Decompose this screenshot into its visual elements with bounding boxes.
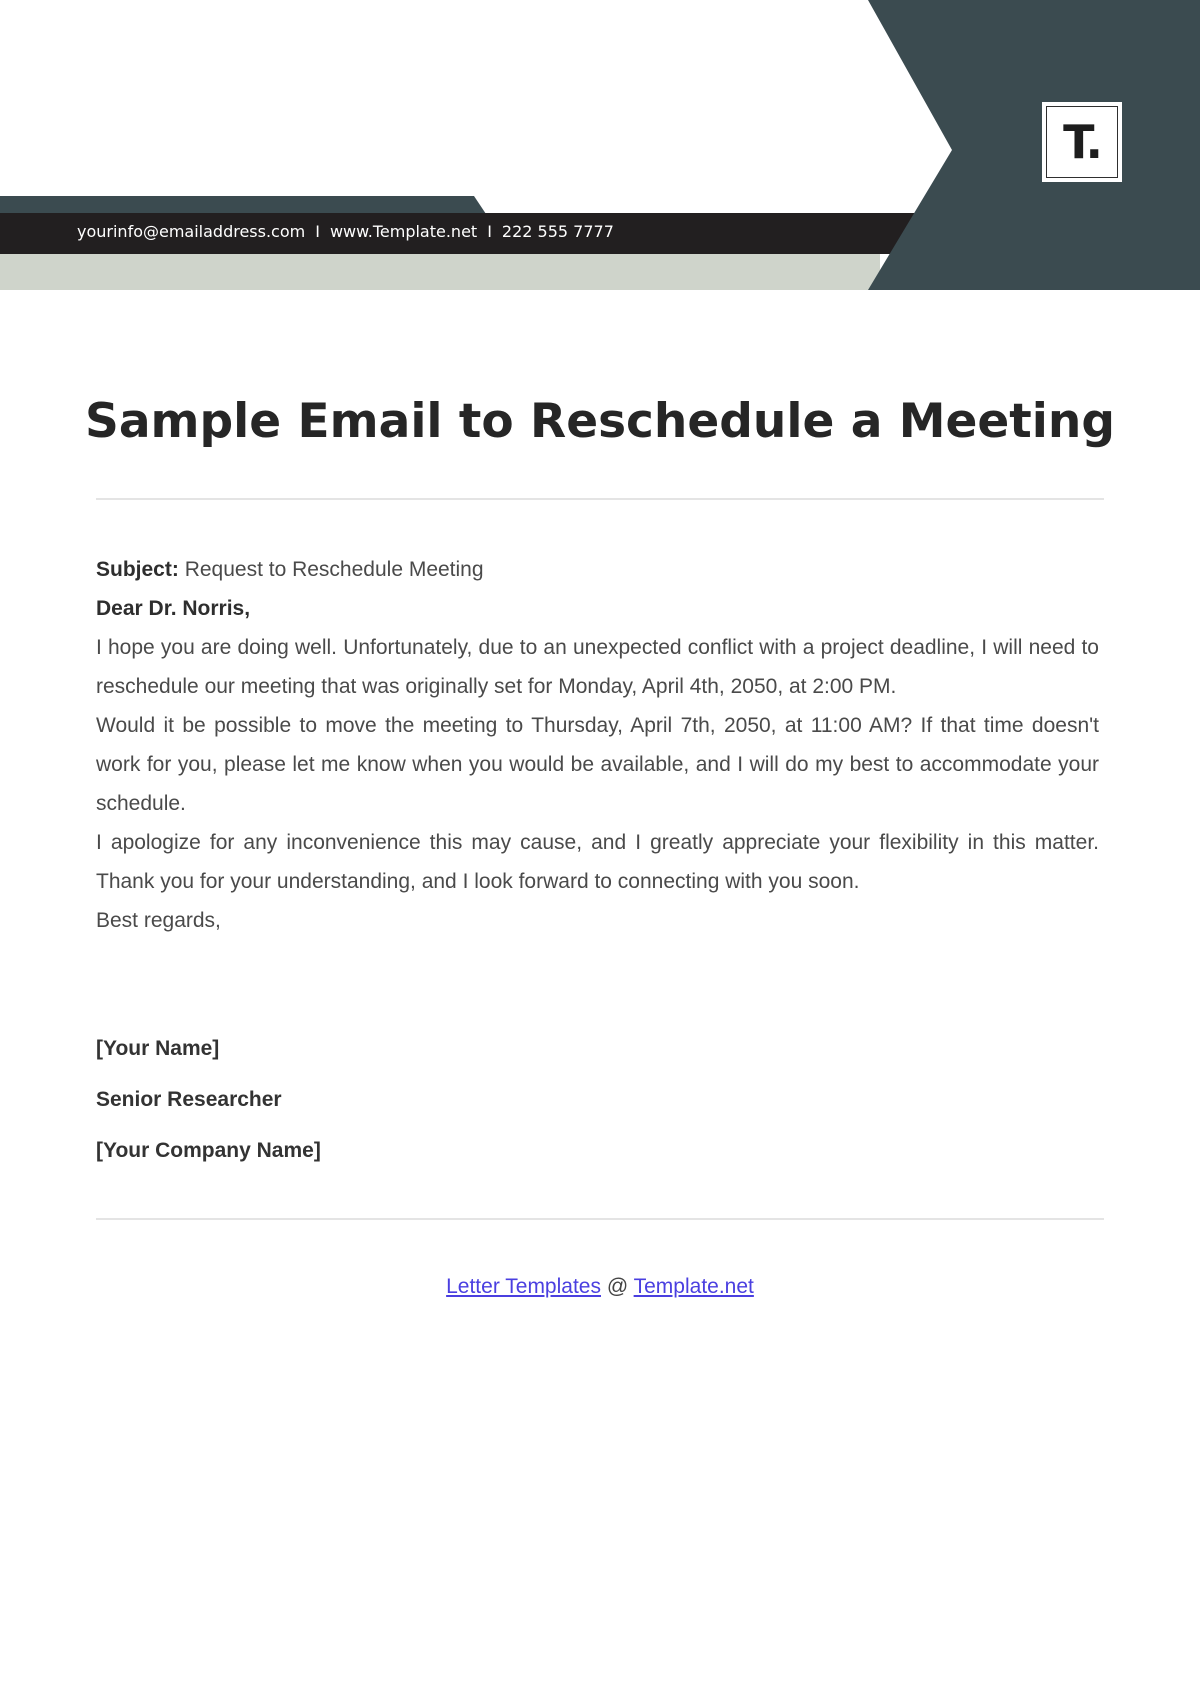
letter-templates-link[interactable]: Letter Templates <box>446 1275 601 1298</box>
body-paragraph-3: I apologize for any inconvenience this may cause, and I greatly appreciate your flexibility in this matter. Thank you for your understanding, and I look forward to connecting with you soon. <box>96 831 1099 893</box>
page-title: Sample Email to Reschedule a Meeting <box>84 394 1115 449</box>
contact-separator: I <box>315 222 320 241</box>
slate-top-strip <box>0 196 486 214</box>
contact-website[interactable]: www.Template.net <box>329 222 478 241</box>
body-paragraph-2: Would it be possible to move the meeting to Thursday, April 7th, 2050, at 11:00 AM? If that time doesn't work for you, please let me know when you would be available, and I will do my best to accommodate your schedule. <box>96 714 1099 815</box>
subject-text: Request to Reschedule Meeting <box>184 558 484 581</box>
email-body <box>96 550 1099 940</box>
contact-email[interactable]: yourinfo@emailaddress.com <box>77 222 306 241</box>
header-graphic <box>0 0 1200 300</box>
brand-logo <box>1042 102 1122 182</box>
footer-at: @ <box>606 1275 629 1298</box>
template-net-link[interactable]: Template.net <box>633 1275 754 1298</box>
signature-block <box>96 1034 321 1187</box>
subject-line <box>96 550 1099 589</box>
divider-top <box>96 498 1104 500</box>
divider-bottom <box>96 1218 1104 1220</box>
signature-position: Senior Researcher <box>96 1088 282 1111</box>
body-paragraph-1: I hope you are doing well. Unfortunately, due to an unexpected conflict with a project deadline, I will need to reschedule our meeting that was originally set for Monday, April 4th, 2050, at 2:00 PM. <box>96 636 1099 698</box>
contact-separator: I <box>487 222 492 241</box>
contact-bar <box>77 220 614 244</box>
signature-name: [Your Name] <box>96 1037 220 1060</box>
contact-phone[interactable]: 222 555 7777 <box>501 222 614 241</box>
closing: Best regards, <box>96 909 221 932</box>
greeting: Dear Dr. Norris, <box>96 597 251 620</box>
subject-label: Subject: <box>96 558 179 581</box>
brand-logo-text: T. <box>1063 115 1101 169</box>
signature-company: [Your Company Name] <box>96 1139 321 1162</box>
sage-band <box>0 252 880 290</box>
slate-corner-shape <box>868 0 1200 290</box>
footer <box>0 1275 1200 1299</box>
